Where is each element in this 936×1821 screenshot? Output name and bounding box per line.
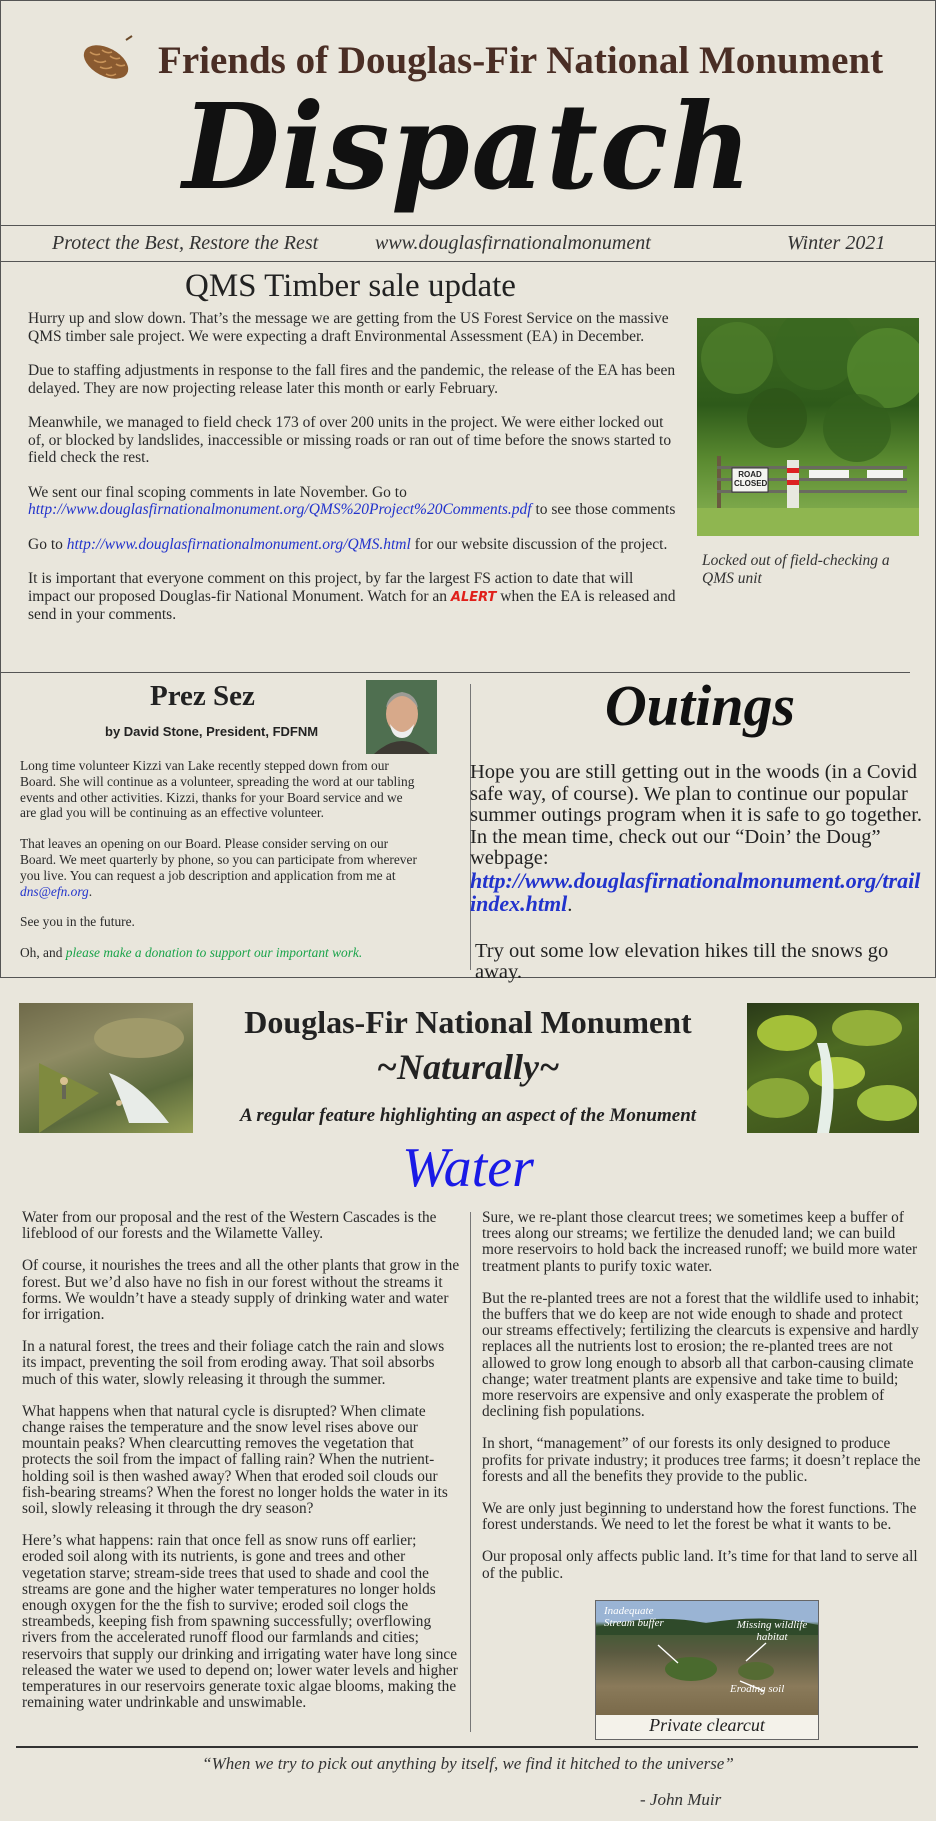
qms-page-link[interactable]: http://www.douglasfirnationalmonument.org/QMS.html <box>66 535 411 553</box>
creek-photo <box>19 1003 193 1133</box>
qms-paragraph: Meanwhile, we managed to field check 173 of over 200 units in the project. We were either locked out of, or blocked by landslides, inaccessible or missing roads or ran out of time before the snows started to field check the rest. <box>28 414 672 466</box>
quote-author: - John Muir <box>640 1790 722 1809</box>
newsletter-name: Dispatch <box>182 78 754 217</box>
water-paragraph: In a natural forest, the trees and their foliage catch the rain and slows its impact, preventing the soil from eroding away. That soil absorbs much of this water, slowly releasing it through the summer. <box>22 1338 445 1388</box>
outings-title: Outings <box>604 673 796 738</box>
alert-badge: ALERT <box>450 589 497 605</box>
outings-paragraph: Hope you are still getting out in the woods (in a Covid safe way, of course). We plan to continue our popular summer outings program when it is safe to go together. In the mean time, check out our “Doin’ the Doug” webpage: <box>470 761 923 869</box>
clearcut-figure <box>595 1600 819 1740</box>
president-portrait <box>366 680 437 754</box>
donate-link[interactable]: please make a donation to support our important work. <box>65 945 363 961</box>
prez-paragraph: See you in the future. <box>20 914 135 930</box>
prez-article <box>20 758 420 976</box>
road-closed-sign-text: ROAD CLOSED <box>734 470 768 488</box>
feature-tagline: A regular feature highlighting an aspect of the Monument <box>239 1105 697 1126</box>
qms-text: when the EA is released and send in your comments. <box>28 587 676 623</box>
prez-text: That leaves an opening on our Board. Please consider serving on our Board. We meet quarterly by phone, so you can participate from wherever you live. You can request a job description and application from me at <box>20 836 417 883</box>
pine-cone-icon <box>76 34 140 86</box>
email-link[interactable]: dns@efn.org <box>20 883 89 899</box>
qms-paragraph <box>28 536 678 554</box>
gate-photo-caption: Locked out of field-checking a QMS unit <box>702 552 890 587</box>
water-paragraph: We are only just beginning to understand how the forest functions. The forest understands. We need to let the forest be what it wants to be. <box>482 1500 917 1534</box>
locked-gate-photo <box>697 318 919 536</box>
water-paragraph: Our proposal only affects public land. It’s time for that land to serve all of the public. <box>482 1548 918 1582</box>
feature-topic: Water <box>402 1137 534 1199</box>
qms-text: to see those comments <box>535 501 676 518</box>
qms-title: QMS Timber sale update <box>185 268 516 304</box>
footer-divider <box>16 1746 918 1748</box>
prez-text: . <box>88 883 93 899</box>
trail-index-link[interactable]: http://www.douglasfirnationalmonument.org/trail index.html <box>470 867 921 916</box>
org-title: Friends of Douglas-Fir National Monument <box>158 39 884 82</box>
water-paragraph: What happens when that natural cycle is disrupted? When climate change raises the temperature and the snow level rises above our mountain peaks? When clearcutting removes the vegetation that protects the soil from the impact of falling rain? When the nutrient-holding soil is then washed away? When that eroded soil clouds our fish-bearing streams? When the forest no longer holds the water in its soil, slowly releasing it through the dry season? <box>22 1402 448 1518</box>
outings-text: . <box>567 894 573 916</box>
prez-paragraph: Long time volunteer Kizzi van Lake recently stepped down from our Board. She will continue as a volunteer, spreading the word at our tabling events and other activities. Kizzi, thanks for your Board service and we are glad you will be continuing as an effective volunteer. <box>20 758 415 821</box>
outings-article <box>470 762 930 984</box>
website-text: www.douglasfirnationalmonument <box>375 232 651 254</box>
feature-subtitle: ~Naturally~ <box>376 1047 560 1087</box>
clearcut-label-habitat: Missing wildlife habitat <box>736 1619 808 1643</box>
clearcut-label-soil: Eroding soil <box>730 1683 785 1695</box>
water-paragraph: In short, “management” of our forests its only designed to produce profits for private industry; it produces tree farms; it doesn’t replace the forests and all the benefits they provide to the public. <box>482 1435 921 1485</box>
clearcut-photo <box>596 1601 818 1715</box>
qms-paragraph: Hurry up and slow down. That’s the message we are getting from the US Forest Service on the massive QMS timber sale project. We were expecting a draft Environmental Assessment (EA) in December. <box>28 310 669 345</box>
prez-text: Oh, and <box>20 945 63 961</box>
issue-date: Winter 2021 <box>787 232 886 254</box>
qms-text: Go to <box>28 535 63 553</box>
prez-title: Prez Sez <box>150 680 255 712</box>
muir-quote: “When we try to pick out anything by itself, we find it hitched to the universe” <box>202 1754 734 1773</box>
motto: Protect the Best, Restore the Rest <box>52 232 319 254</box>
water-left-column <box>22 1210 460 1727</box>
qms-text: It is important that everyone comment on this project, by far the largest FS action to date that will impact our proposed Douglas-fir National Monument. Watch for an <box>28 570 634 605</box>
clearcut-caption: Private clearcut <box>649 1715 765 1735</box>
qms-paragraph: Due to staffing adjustments in response to the fall fires and the pandemic, the release of the EA has been delayed. They are now projecting release later this month or early February. <box>28 362 676 397</box>
masthead-divider <box>0 225 936 226</box>
mossy-stream-photo <box>747 1003 919 1133</box>
qms-paragraph <box>28 570 678 624</box>
qms-text: We sent our final scoping comments in late November. Go to <box>28 483 407 501</box>
water-paragraph: Sure, we re-plant those clearcut trees; we sometimes keep a buffer of trees along our streams; we fertilize the denuded land; we can build more reservoirs to hold back the increased runoff; we build more water treatment plants to purify toxic water. <box>482 1209 918 1275</box>
water-right-column <box>482 1210 922 1598</box>
qms-article <box>28 310 678 641</box>
water-paragraph: Of course, it nourishes the trees and all the other plants that grow in the forest. But we’d also have no fish in our forest without the streams it forms. We wouldn’t have a steady supply of drinking water and water for irrigation. <box>22 1257 460 1324</box>
qms-paragraph <box>28 484 678 519</box>
water-paragraph: Water from our proposal and the rest of the Western Cascades is the lifeblood of our forests and the Wilamette Valley. <box>22 1209 437 1243</box>
outings-link-line <box>470 867 930 917</box>
qms-comments-link[interactable]: http://www.douglasfirnationalmonument.org/QMS%20Project%20Comments.pdf <box>28 501 532 518</box>
clearcut-label-buffer: Inadequate Stream buffer <box>604 1605 664 1629</box>
water-paragraph: Here’s what happens: rain that once fell as snow runs off earlier; eroded soil along with its nutrients, is gone and trees and other vegetation starve; stream-side trees that used to shade and cool the streams are gone and the higher water temperatures no longer holds enough oxygen for the the fish to survive; eroded soil clogs the streambeds, keeping fish from spawning successfully; overflowing rivers from the accelerated runoff flood our farmlands and cities; reservoirs that supply our drinking and irrigating water have long since released the water we used to depend on; lower water levels and higher temperatures in our reservoirs generate toxic algae blooms, making the remaining water undrinkable and unswimable. <box>22 1532 458 1712</box>
outings-paragraph: Try out some low elevation hikes till the snows go away. <box>475 939 889 983</box>
prez-byline: by David Stone, President, FDFNM <box>105 724 319 739</box>
water-column-divider <box>470 1212 471 1732</box>
prez-paragraph <box>20 945 420 961</box>
prez-paragraph <box>20 836 420 899</box>
water-paragraph: But the re-planted trees are not a forest that the wildlife used to inhabit; the buffers that we do keep are not wide enough to shade and protect our streams effectively; fertilizing the clearcuts is expensive and hardly replaces all the nutrients lost to erosion; the re-planted trees are not allowed to grow long enough to absorb all that carbon-causing climate change; water treatment plants are expensive and take time to build; more reservoirs are expensive and only exasperate the problem of declining fish populations. <box>482 1289 920 1421</box>
feature-title: Douglas-Fir National Monument <box>244 1004 692 1040</box>
qms-text: for our website discussion of the project. <box>414 535 668 553</box>
